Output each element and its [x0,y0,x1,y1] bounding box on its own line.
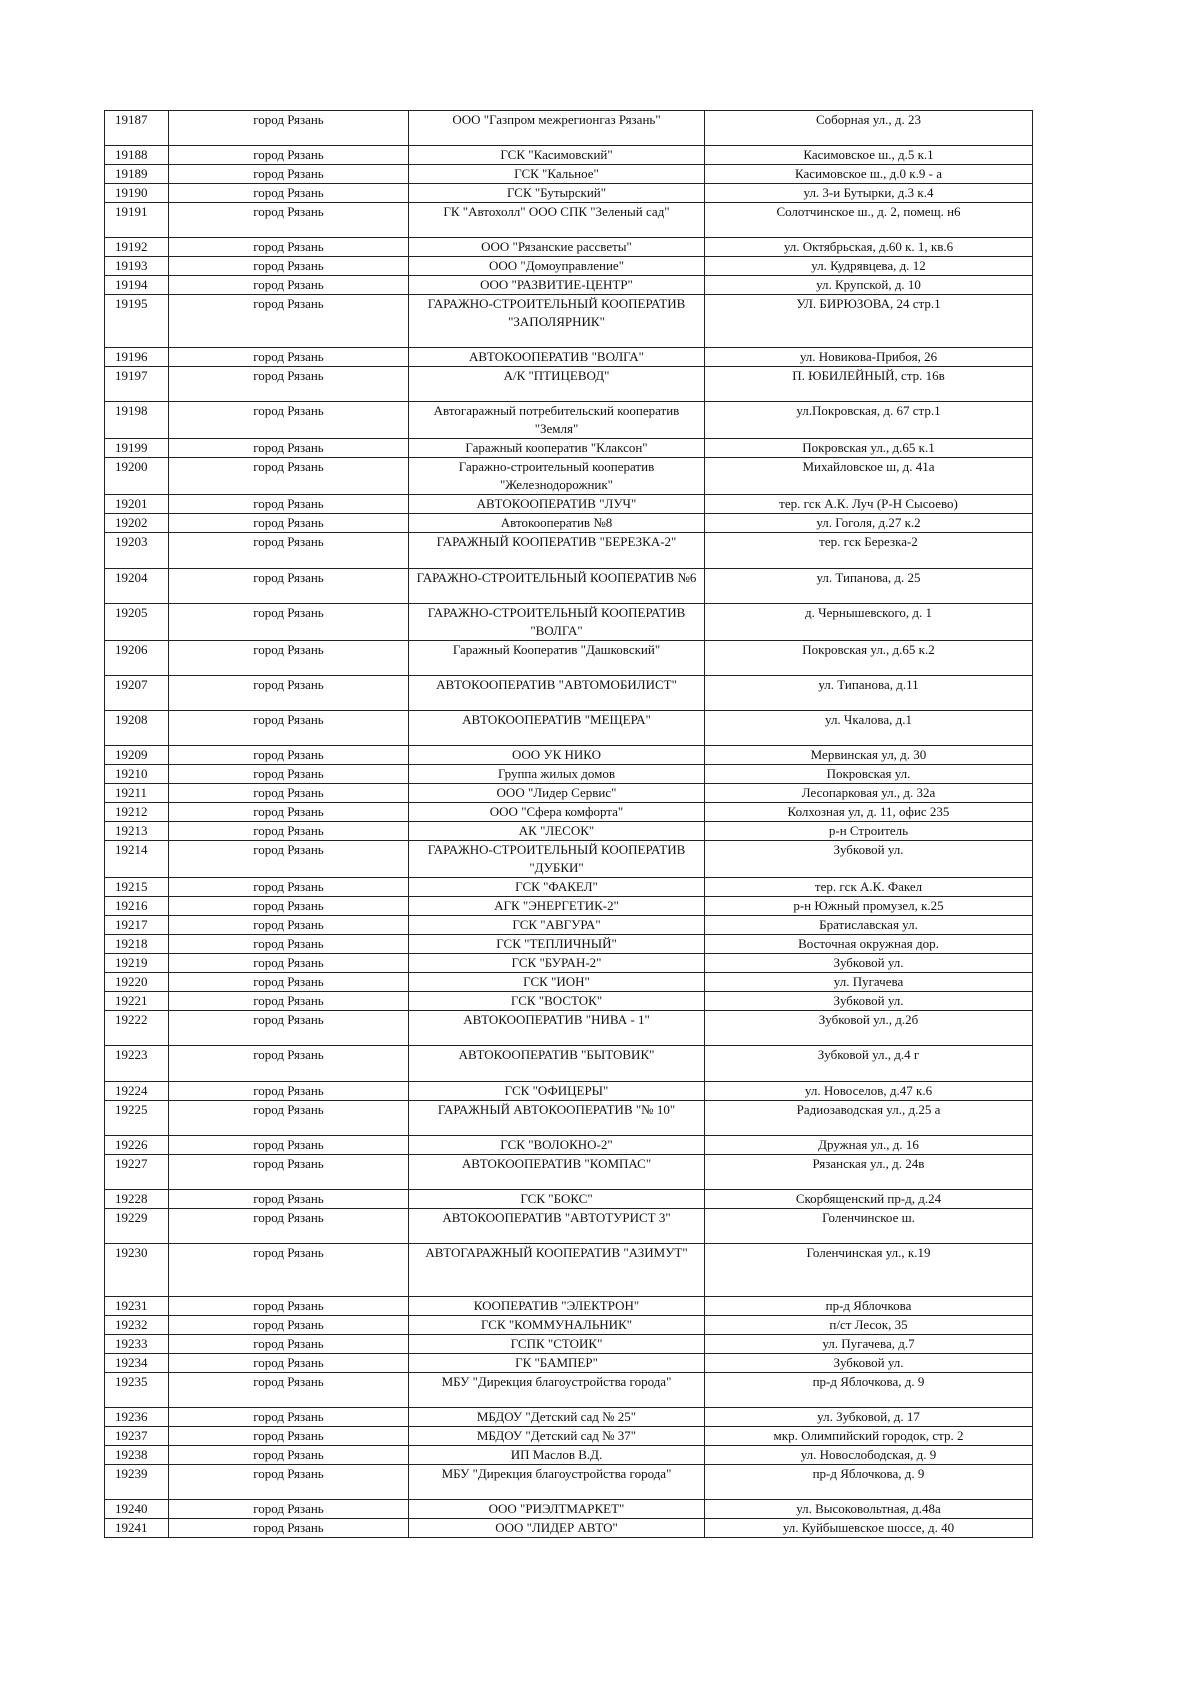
address-cell: П. ЮБИЛЕЙНЫЙ, стр. 16в [705,367,1033,402]
table-row [105,1316,1033,1335]
organization-name-cell: АВТОКООПЕРАТИВ "ЛУЧ" [409,495,705,514]
organization-name-cell: ГСК "ОФИЦЕРЫ" [409,1081,705,1100]
row-number-cell: 19229 [105,1209,169,1244]
organization-name-cell: ООО "Газпром межрегионгаз Рязань" [409,111,705,146]
organization-name-cell: ГСК "Кальное" [409,165,705,184]
row-number-cell: 19233 [105,1335,169,1354]
city-cell: город Рязань [169,276,409,295]
address-cell: ул. Новоселов, д.47 к.6 [705,1081,1033,1100]
table-row [105,146,1033,165]
table-row [105,954,1033,973]
row-number-cell: 19241 [105,1519,169,1538]
organization-name-cell: АГК "ЭНЕРГЕТИК-2" [409,897,705,916]
table-row [105,1500,1033,1519]
row-number-cell: 19227 [105,1154,169,1189]
table-row [105,514,1033,533]
table-row [105,878,1033,897]
city-cell: город Рязань [169,1316,409,1335]
city-cell: город Рязань [169,603,409,640]
table-row [105,568,1033,603]
table-row [105,935,1033,954]
row-number-cell: 19234 [105,1354,169,1373]
address-cell: ул. Типанова, д.11 [705,675,1033,710]
row-number-cell: 19199 [105,439,169,458]
table-row [105,533,1033,568]
organization-name-cell: ГСК "БОКС" [409,1190,705,1209]
row-number-cell: 19203 [105,533,169,568]
city-cell: город Рязань [169,1297,409,1316]
city-cell: город Рязань [169,1500,409,1519]
table-row [105,603,1033,640]
table-row [105,295,1033,348]
city-cell: город Рязань [169,1465,409,1500]
row-number-cell: 19205 [105,603,169,640]
table-row [105,1011,1033,1046]
address-cell: Покровская ул. [705,765,1033,784]
organization-name-cell: ООО "Домоуправление" [409,257,705,276]
organization-name-cell: ООО "РАЗВИТИЕ-ЦЕНТР" [409,276,705,295]
organization-name-cell: ООО "Рязанские рассветы" [409,238,705,257]
organization-name-cell: ГК "БАМПЕР" [409,1354,705,1373]
city-cell: город Рязань [169,784,409,803]
address-cell: Касимовское ш., д.0 к.9 - а [705,165,1033,184]
organization-name-cell: МБУ "Дирекция благоустройства города" [409,1373,705,1408]
row-number-cell: 19192 [105,238,169,257]
table-row [105,1427,1033,1446]
address-cell: пр-д Яблочкова, д. 9 [705,1373,1033,1408]
table-row [105,165,1033,184]
city-cell: город Рязань [169,711,409,746]
table-row [105,1081,1033,1100]
row-number-cell: 19191 [105,203,169,238]
organization-name-cell: АВТОКООПЕРАТИВ "ВОЛГА" [409,348,705,367]
table-row [105,1135,1033,1154]
table-row [105,458,1033,495]
organization-name-cell: ГСК "КОММУНАЛЬНИК" [409,1316,705,1335]
table-row [105,1244,1033,1297]
table-row [105,916,1033,935]
organization-name-cell: ГСК "ВОЛОКНО-2" [409,1135,705,1154]
table-row [105,841,1033,878]
table-row [105,803,1033,822]
table-row [105,765,1033,784]
organization-name-cell: ГАРАЖНО-СТРОИТЕЛЬНЫЙ КООПЕРАТИВ №6 [409,568,705,603]
city-cell: город Рязань [169,878,409,897]
address-cell: п/ст Лесок, 35 [705,1316,1033,1335]
address-cell: Восточная окружная дор. [705,935,1033,954]
city-cell: город Рязань [169,640,409,675]
organization-name-cell: ГСК "Касимовский" [409,146,705,165]
address-cell: Касимовское ш., д.5 к.1 [705,146,1033,165]
row-number-cell: 19209 [105,746,169,765]
row-number-cell: 19204 [105,568,169,603]
organization-name-cell: АВТОКООПЕРАТИВ "КОМПАС" [409,1154,705,1189]
organization-name-cell: ГСК "ВОСТОК" [409,992,705,1011]
organization-name-cell: ООО "ЛИДЕР АВТО" [409,1519,705,1538]
table-row [105,203,1033,238]
table-row [105,1100,1033,1135]
address-cell: ул. Пугачева, д.7 [705,1335,1033,1354]
address-cell: тер. гск А.К. Луч (Р-Н Сысоево) [705,495,1033,514]
row-number-cell: 19194 [105,276,169,295]
organization-name-cell: ГСК "АВГУРА" [409,916,705,935]
row-number-cell: 19207 [105,675,169,710]
table-row [105,348,1033,367]
city-cell: город Рязань [169,1354,409,1373]
address-cell: ул. Кудрявцева, д. 12 [705,257,1033,276]
city-cell: город Рязань [169,1135,409,1154]
row-number-cell: 19228 [105,1190,169,1209]
city-cell: город Рязань [169,1154,409,1189]
row-number-cell: 19200 [105,458,169,495]
address-cell: д. Чернышевского, д. 1 [705,603,1033,640]
table-row [105,973,1033,992]
address-cell: Покровская ул., д.65 к.1 [705,439,1033,458]
organization-name-cell: АВТОГАРАЖНЫЙ КООПЕРАТИВ "АЗИМУТ" [409,1244,705,1297]
organization-name-cell: АК "ЛЕСОК" [409,822,705,841]
row-number-cell: 19237 [105,1427,169,1446]
organization-name-cell: АВТОКООПЕРАТИВ "АВТОМОБИЛИСТ" [409,675,705,710]
address-cell: пр-д Яблочкова [705,1297,1033,1316]
address-cell: Зубковой ул. [705,1354,1033,1373]
table-row [105,1519,1033,1538]
row-number-cell: 19236 [105,1408,169,1427]
organization-name-cell: ГСК "ФАКЕЛ" [409,878,705,897]
address-cell: тер. гск А.К. Факел [705,878,1033,897]
row-number-cell: 19226 [105,1135,169,1154]
city-cell: город Рязань [169,165,409,184]
address-cell: ул. Новикова-Прибоя, 26 [705,348,1033,367]
city-cell: город Рязань [169,1446,409,1465]
organization-name-cell: Гаражный кооператив "Клаксон" [409,439,705,458]
table-row [105,1154,1033,1189]
city-cell: город Рязань [169,1190,409,1209]
row-number-cell: 19193 [105,257,169,276]
city-cell: город Рязань [169,1209,409,1244]
city-cell: город Рязань [169,111,409,146]
city-cell: город Рязань [169,992,409,1011]
table-row [105,711,1033,746]
row-number-cell: 19221 [105,992,169,1011]
row-number-cell: 19189 [105,165,169,184]
organization-name-cell: АВТОКООПЕРАТИВ "НИВА - 1" [409,1011,705,1046]
row-number-cell: 19230 [105,1244,169,1297]
row-number-cell: 19231 [105,1297,169,1316]
table-row [105,184,1033,203]
organization-name-cell: МБДОУ "Детский сад № 25" [409,1408,705,1427]
row-number-cell: 19214 [105,841,169,878]
address-cell: Зубковой ул. [705,954,1033,973]
row-number-cell: 19215 [105,878,169,897]
city-cell: город Рязань [169,495,409,514]
registry-table [104,110,1033,1538]
row-number-cell: 19206 [105,640,169,675]
organization-name-cell: АВТОКООПЕРАТИВ "АВТОТУРИСТ 3" [409,1209,705,1244]
address-cell: ул. Гоголя, д.27 к.2 [705,514,1033,533]
table-row [105,822,1033,841]
organization-name-cell: ООО "Лидер Сервис" [409,784,705,803]
city-cell: город Рязань [169,973,409,992]
row-number-cell: 19224 [105,1081,169,1100]
table-row [105,1373,1033,1408]
address-cell: Дружная ул., д. 16 [705,1135,1033,1154]
city-cell: город Рязань [169,439,409,458]
address-cell: Лесопарковая ул., д. 32а [705,784,1033,803]
row-number-cell: 19210 [105,765,169,784]
address-cell: пр-д Яблочкова, д. 9 [705,1465,1033,1500]
table-row [105,897,1033,916]
city-cell: город Рязань [169,1427,409,1446]
organization-name-cell: ГАРАЖНЫЙ КООПЕРАТИВ "БЕРЕЗКА-2" [409,533,705,568]
table-row [105,402,1033,439]
city-cell: город Рязань [169,1335,409,1354]
address-cell: Михайловское ш, д. 41а [705,458,1033,495]
address-cell: ул. Новослободская, д. 9 [705,1446,1033,1465]
row-number-cell: 19232 [105,1316,169,1335]
table-row [105,111,1033,146]
row-number-cell: 19195 [105,295,169,348]
row-number-cell: 19201 [105,495,169,514]
table-row [105,1408,1033,1427]
city-cell: город Рязань [169,1046,409,1081]
table-row [105,784,1033,803]
organization-name-cell: КООПЕРАТИВ "ЭЛЕКТРОН" [409,1297,705,1316]
row-number-cell: 19219 [105,954,169,973]
organization-name-cell: Гаражно-строительный кооператив "Железнодорожник" [409,458,705,495]
registry-table-body [105,111,1033,1538]
row-number-cell: 19208 [105,711,169,746]
address-cell: Зубковой ул. [705,841,1033,878]
table-row [105,1297,1033,1316]
address-cell: Скорбященский пр-д, д.24 [705,1190,1033,1209]
row-number-cell: 19198 [105,402,169,439]
organization-name-cell: ИП Маслов В.Д. [409,1446,705,1465]
table-row [105,495,1033,514]
city-cell: город Рязань [169,146,409,165]
organization-name-cell: ГСК "ИОН" [409,973,705,992]
city-cell: город Рязань [169,1244,409,1297]
row-number-cell: 19220 [105,973,169,992]
organization-name-cell: АВТОКООПЕРАТИВ "МЕЩЕРА" [409,711,705,746]
address-cell: Покровская ул., д.65 к.2 [705,640,1033,675]
city-cell: город Рязань [169,1373,409,1408]
row-number-cell: 19240 [105,1500,169,1519]
city-cell: город Рязань [169,295,409,348]
city-cell: город Рязань [169,367,409,402]
table-row [105,675,1033,710]
table-row [105,992,1033,1011]
city-cell: город Рязань [169,822,409,841]
organization-name-cell: МБУ "Дирекция благоустройства города" [409,1465,705,1500]
organization-name-cell: ГК "Автохолл" ООО СПК "Зеленый сад" [409,203,705,238]
address-cell: тер. гск Березка-2 [705,533,1033,568]
row-number-cell: 19211 [105,784,169,803]
row-number-cell: 19196 [105,348,169,367]
city-cell: город Рязань [169,1519,409,1538]
address-cell: ул. Пугачева [705,973,1033,992]
row-number-cell: 19218 [105,935,169,954]
table-row [105,1335,1033,1354]
address-cell: УЛ. БИРЮЗОВА, 24 стр.1 [705,295,1033,348]
address-cell: Солотчинское ш., д. 2, помещ. н6 [705,203,1033,238]
organization-name-cell: ООО "Сфера комфорта" [409,803,705,822]
address-cell: Соборная ул., д. 23 [705,111,1033,146]
row-number-cell: 19217 [105,916,169,935]
address-cell: мкр. Олимпийский городок, стр. 2 [705,1427,1033,1446]
address-cell: Радиозаводская ул., д.25 а [705,1100,1033,1135]
organization-name-cell: Автогаражный потребительский кооператив "Земля" [409,402,705,439]
row-number-cell: 19213 [105,822,169,841]
city-cell: город Рязань [169,257,409,276]
organization-name-cell: ГСПК "СТОИК" [409,1335,705,1354]
organization-name-cell: Группа жилых домов [409,765,705,784]
address-cell: Зубковой ул., д.4 г [705,1046,1033,1081]
address-cell: Мервинская ул, д. 30 [705,746,1033,765]
table-row [105,1446,1033,1465]
city-cell: город Рязань [169,402,409,439]
city-cell: город Рязань [169,533,409,568]
city-cell: город Рязань [169,803,409,822]
organization-name-cell: ГАРАЖНО-СТРОИТЕЛЬНЫЙ КООПЕРАТИВ "ЗАПОЛЯРНИК" [409,295,705,348]
address-cell: Голенчинская ул., к.19 [705,1244,1033,1297]
row-number-cell: 19222 [105,1011,169,1046]
organization-name-cell: А/К "ПТИЦЕВОД" [409,367,705,402]
row-number-cell: 19225 [105,1100,169,1135]
table-row [105,276,1033,295]
row-number-cell: 19223 [105,1046,169,1081]
organization-name-cell: МБДОУ "Детский сад № 37" [409,1427,705,1446]
city-cell: город Рязань [169,348,409,367]
city-cell: город Рязань [169,458,409,495]
table-row [105,1190,1033,1209]
row-number-cell: 19187 [105,111,169,146]
city-cell: город Рязань [169,935,409,954]
address-cell: ул. Куйбышевское шоссе, д. 40 [705,1519,1033,1538]
table-row [105,367,1033,402]
city-cell: город Рязань [169,954,409,973]
city-cell: город Рязань [169,1408,409,1427]
city-cell: город Рязань [169,897,409,916]
address-cell: ул. 3-и Бутырки, д.3 к.4 [705,184,1033,203]
city-cell: город Рязань [169,184,409,203]
address-cell: ул. Чкалова, д.1 [705,711,1033,746]
table-row [105,1046,1033,1081]
city-cell: город Рязань [169,1011,409,1046]
row-number-cell: 19197 [105,367,169,402]
address-cell: Рязанская ул., д. 24в [705,1154,1033,1189]
table-row [105,1465,1033,1500]
address-cell: Зубковой ул. [705,992,1033,1011]
organization-name-cell: ГСК "БУРАН-2" [409,954,705,973]
organization-name-cell: АВТОКООПЕРАТИВ "БЫТОВИК" [409,1046,705,1081]
organization-name-cell: ГАРАЖНЫЙ АВТОКООПЕРАТИВ "№ 10" [409,1100,705,1135]
row-number-cell: 19212 [105,803,169,822]
organization-name-cell: ООО "РИЭЛТМАРКЕТ" [409,1500,705,1519]
address-cell: ул.Покровская, д. 67 стр.1 [705,402,1033,439]
address-cell: ул. Зубковой, д. 17 [705,1408,1033,1427]
table-row [105,439,1033,458]
city-cell: город Рязань [169,238,409,257]
address-cell: ул. Крупской, д. 10 [705,276,1033,295]
address-cell: Голенчинское ш. [705,1209,1033,1244]
address-cell: ул. Октябрьская, д.60 к. 1, кв.6 [705,238,1033,257]
city-cell: город Рязань [169,675,409,710]
address-cell: Колхозная ул, д. 11, офис 235 [705,803,1033,822]
table-row [105,257,1033,276]
row-number-cell: 19238 [105,1446,169,1465]
row-number-cell: 19190 [105,184,169,203]
address-cell: р-н Южный промузел, к.25 [705,897,1033,916]
table-row [105,238,1033,257]
organization-name-cell: ГАРАЖНО-СТРОИТЕЛЬНЫЙ КООПЕРАТИВ "ВОЛГА" [409,603,705,640]
city-cell: город Рязань [169,568,409,603]
city-cell: город Рязань [169,765,409,784]
city-cell: город Рязань [169,746,409,765]
organization-name-cell: Автокооператив №8 [409,514,705,533]
city-cell: город Рязань [169,203,409,238]
address-cell: ул. Типанова, д. 25 [705,568,1033,603]
address-cell: р-н Строитель [705,822,1033,841]
row-number-cell: 19235 [105,1373,169,1408]
address-cell: Братиславская ул. [705,916,1033,935]
row-number-cell: 19202 [105,514,169,533]
organization-name-cell: ГАРАЖНО-СТРОИТЕЛЬНЫЙ КООПЕРАТИВ "ДУБКИ" [409,841,705,878]
city-cell: город Рязань [169,916,409,935]
table-row [105,1209,1033,1244]
organization-name-cell: ГСК "Бутырский" [409,184,705,203]
organization-name-cell: ООО УК НИКО [409,746,705,765]
address-cell: ул. Высоковольтная, д.48а [705,1500,1033,1519]
city-cell: город Рязань [169,841,409,878]
city-cell: город Рязань [169,1100,409,1135]
row-number-cell: 19216 [105,897,169,916]
row-number-cell: 19239 [105,1465,169,1500]
table-row [105,746,1033,765]
table-row [105,640,1033,675]
row-number-cell: 19188 [105,146,169,165]
table-row [105,1354,1033,1373]
city-cell: город Рязань [169,514,409,533]
city-cell: город Рязань [169,1081,409,1100]
organization-name-cell: ГСК "ТЕПЛИЧНЫЙ" [409,935,705,954]
organization-name-cell: Гаражный Кооператив "Дашковский" [409,640,705,675]
address-cell: Зубковой ул., д.2б [705,1011,1033,1046]
